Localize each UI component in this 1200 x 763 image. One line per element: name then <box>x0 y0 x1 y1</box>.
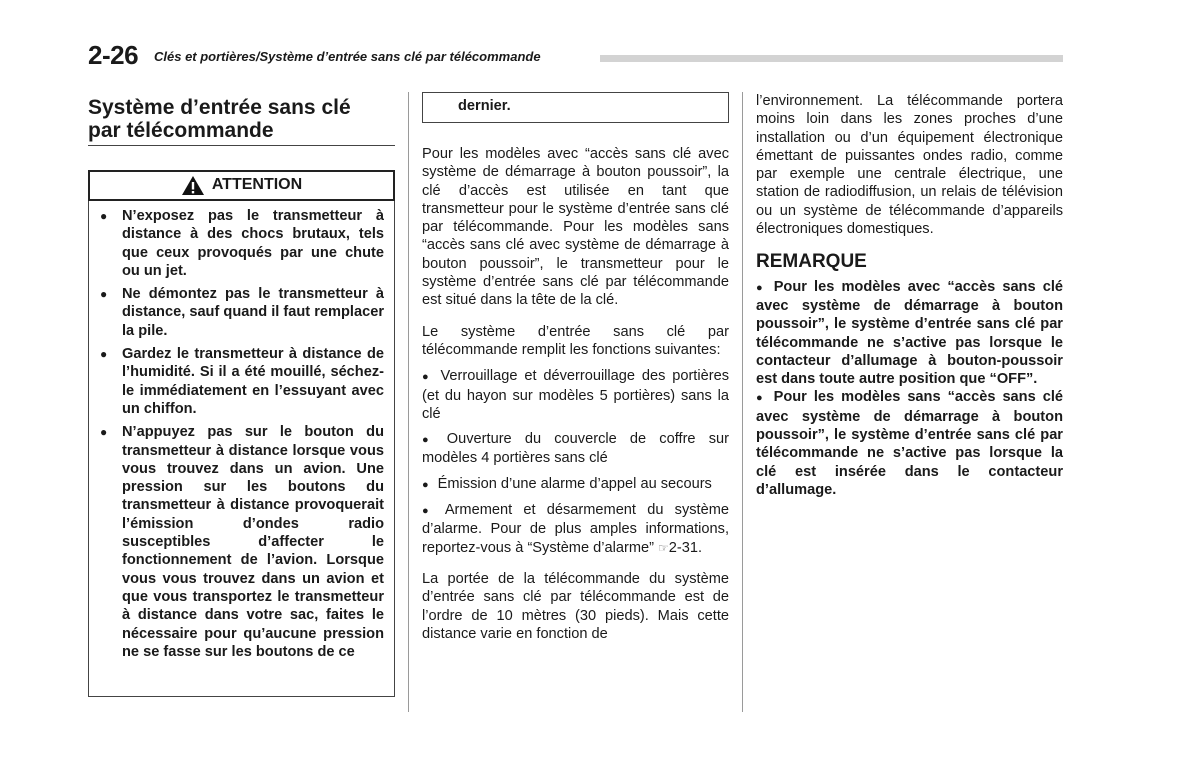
function-bullet: ● Armement et désarmement du système d’alarme. Pour de plus amples informations, reportez-vous à “Système d’alarme” ☞2-31. <box>422 502 729 556</box>
column-divider <box>408 92 409 712</box>
attention-item: ● Ne démontez pas le transmetteur à distance, sauf quand il faut remplacer la pile. <box>100 286 384 339</box>
page-number: 2-26 <box>88 40 139 70</box>
page-reference-icon: ☞ <box>658 540 669 555</box>
remarque-item: ● Pour les modèles avec “accès sans clé avec système de démarrage à bouton poussoir”, le système d’entrée sans clé par télécommande ne s’active pas lorsque le contacteur d’allumage à bouton-poussoir est dans toute autre position que “OFF”. <box>756 278 1063 388</box>
body-paragraph: l’environnement. La télécommande portera moins loin dans les zones proches d’une installation ou d’un équipement électronique émettant de puissantes ondes radio, comme par exemple une centrale électrique, une station de radiodiffusion, un relais de télévision ou un système de télécommande d’appareils électroniques domestiques. <box>756 93 1063 238</box>
attention-continued-box: dernier. <box>422 92 729 123</box>
attention-item: ● Gardez le transmetteur à distance de l’humidité. Si il a été mouillé, séchez-le immédiatement en l’essuyant avec un chiffon. <box>100 346 384 417</box>
header-rule <box>600 55 1063 62</box>
function-bullet: ● Émission d’une alarme d’appel au secours <box>422 475 712 492</box>
remarque-item: ● Pour les modèles sans “accès sans clé avec système de démarrage à bouton poussoir”, le système d’entrée sans clé par télécommande ne s’active pas lorsque la clé est insérée dans le contacteur d’allumage. <box>756 389 1063 498</box>
section-title <box>88 96 395 146</box>
attention-header <box>88 170 395 201</box>
body-paragraph: La portée de la télécommande du système d’entrée sans clé par télécommande est de l’ordre de 10 mètres (30 pieds). Mais cette distance varie en fonction de <box>422 570 729 642</box>
function-bullet: ● Ouverture du couvercle de coffre sur modèles 4 portières sans clé <box>422 431 729 467</box>
warning-triangle-icon <box>181 175 205 196</box>
column-left <box>88 92 395 697</box>
running-header-title: Clés et portières/Système d’entrée sans clé par télécommande <box>154 49 541 64</box>
body-paragraph: Pour les modèles avec “accès sans clé avec système de démarrage à bouton poussoir”, la clé d’accès est utilisée en tant que transmetteur pour le système d’entrée sans clé par télécommande. Pour les modèles sans “accès sans clé avec système de démarrage à bouton poussoir”, le transmetteur pour le système d’entrée sans clé par télécommande est situé dans la tête de la clé. <box>422 146 729 309</box>
attention-item: ● N’exposez pas le transmetteur à distance à des chocs brutaux, tels que ceux provoqués par une chute ou un jet. <box>100 208 384 279</box>
attention-item: ● N’appuyez pas sur le bouton du transmetteur à distance lorsque vous vous trouvez dans un avion. Une pression sur les boutons du transmetteur à distance provoquerait l’émission d’ondes radio susceptibles d’affecter le fonctionnement de l’avion. Lorsque vous vous trouvez dans un avion et que vous transportez le transmetteur à distance dans votre sac, faites le nécessaire pour qu’aucune pression ne se fasse sur les boutons de ce <box>100 424 384 660</box>
attention-box <box>88 201 395 697</box>
column-right <box>756 92 1063 499</box>
remarque-heading: REMARQUE <box>756 251 867 273</box>
page-header <box>88 40 1063 70</box>
section-title-line: par télécommande <box>88 119 274 142</box>
function-bullet: ● Verrouillage et déverrouillage des portières (et du hayon sur modèles 5 portières) sans la clé <box>422 368 729 422</box>
page-reference: 2-31. <box>668 539 703 556</box>
attention-label: ATTENTION <box>211 176 303 194</box>
body-paragraph: Le système d’entrée sans clé par télécommande remplit les fonctions suivantes: <box>422 323 729 358</box>
column-middle <box>422 92 729 656</box>
section-title-line: Système d’entrée sans clé <box>88 96 351 119</box>
column-divider <box>742 92 743 712</box>
